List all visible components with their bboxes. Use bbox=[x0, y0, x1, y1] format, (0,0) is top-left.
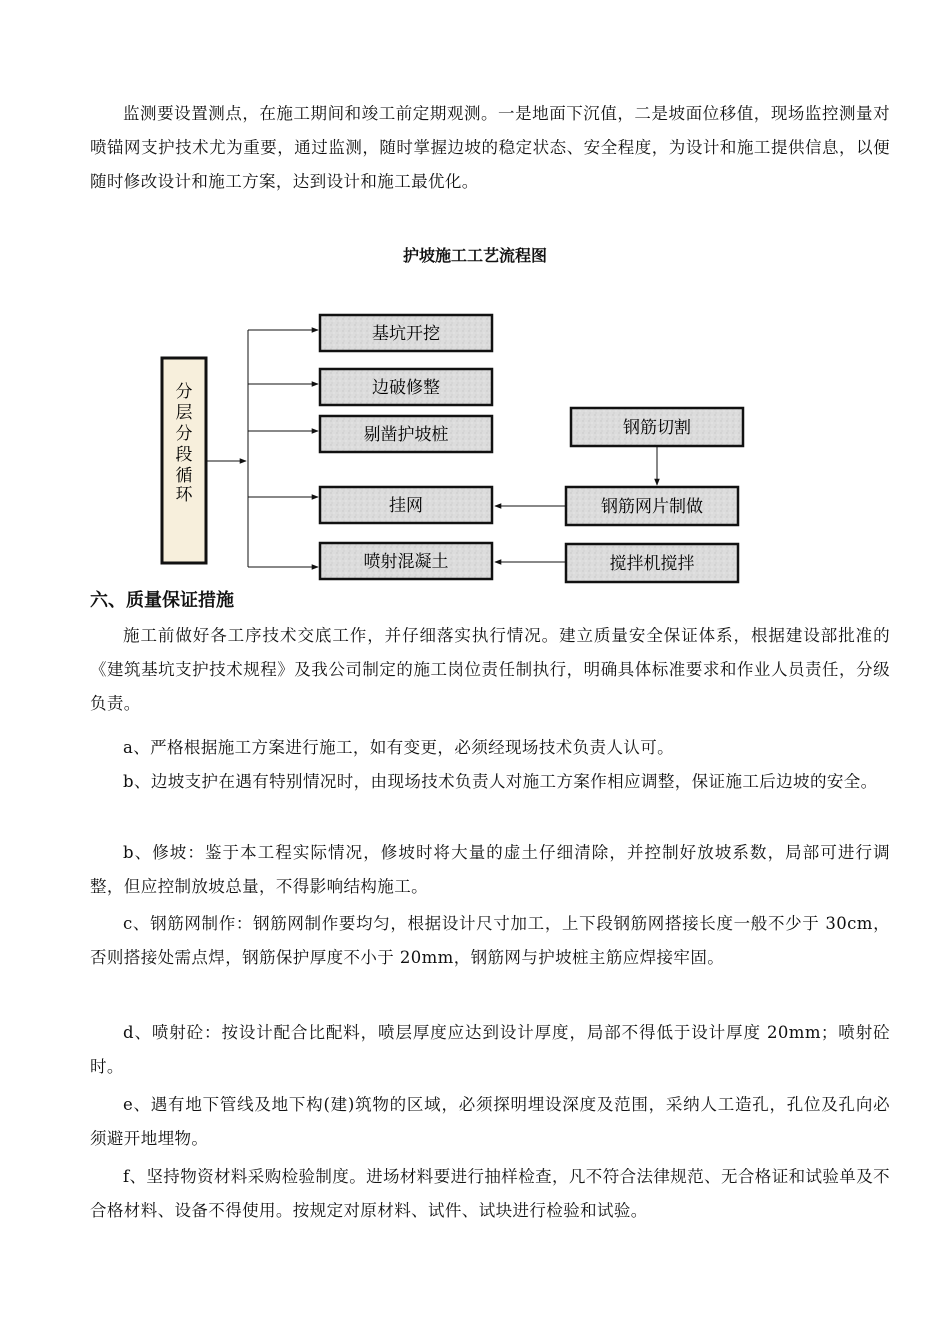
cycle-char-4: 段 bbox=[175, 445, 193, 465]
section-heading: 六、质量保证措施 bbox=[90, 590, 234, 611]
section-paragraph-4: b、修坡：鉴于本工程实际情况，修坡时将大量的虚土仔细清除，并控制好放坡系数，局部可进行调整，但应控制放坡总量，不得影响结构施工。 bbox=[90, 843, 890, 896]
step-label-3: 剔凿护坡桩 bbox=[363, 425, 449, 445]
step-box-4 bbox=[320, 487, 492, 523]
rebar-cutting-label: 钢筋切割 bbox=[623, 418, 691, 438]
cycle-char-5: 循 bbox=[175, 466, 193, 486]
flowchart-title: 护坡施工工艺流程图 bbox=[402, 246, 547, 265]
section-paragraph-2: a、严格根据施工方案进行施工，如有变更，必须经现场技术负责人认可。 bbox=[123, 738, 675, 757]
section-paragraph-6: d、喷射砼：按设计配合比配料，喷层厚度应达到设计厚度，局部不得低于设计厚度 20mm；喷射砼时。 bbox=[90, 1023, 890, 1076]
step-label-2: 边破修整 bbox=[372, 378, 440, 398]
mixer-box bbox=[566, 544, 738, 582]
mixer-label: 搅拌机搅拌 bbox=[609, 554, 695, 574]
cycle-char-3: 分 bbox=[175, 424, 193, 444]
step-box-3 bbox=[320, 416, 492, 452]
step-label-5: 喷射混凝土 bbox=[363, 552, 449, 572]
section-paragraph-7: e、遇有地下管线及地下构(建)筑物的区域，必须探明埋设深度及范围，采纳人工造孔，孔位及孔向必须避开地埋物。 bbox=[90, 1095, 890, 1148]
section-paragraph-1: 施工前做好各工序技术交底工作，并仔细落实执行情况。建立质量安全保证体系，根据建设部批准的《建筑基坑支护技术规程》及我公司制定的施工岗位责任制执行，明确具体标准要求和作业人员责任，分级负责。 bbox=[90, 626, 890, 713]
flowchart bbox=[0, 0, 950, 600]
cycle-char-2: 层 bbox=[175, 403, 193, 423]
step-label-4: 挂网 bbox=[389, 496, 423, 516]
cycle-box bbox=[162, 358, 206, 563]
section-paragraph-5: c、钢筋网制作：钢筋网制作要均匀，根据设计尺寸加工，上下段钢筋网搭接长度一般不少于 30cm，否则搭接处需点焊，钢筋保护厚度不小于 20mm，钢筋网与护坡桩主筋应焊接牢固。 bbox=[90, 914, 890, 967]
step-label-1: 基坑开挖 bbox=[372, 324, 440, 344]
mesh-making-label: 钢筋网片制做 bbox=[601, 497, 703, 517]
intro-paragraph: 监测要设置测点，在施工期间和竣工前定期观测。一是地面下沉值，二是坡面位移值，现场监控测量对喷锚网支护技术尤为重要，通过监测，随时掌握边坡的稳定状态、安全程度，为设计和施工提供信息，以便随时修改设计和施工方案，达到设计和施工最优化。 bbox=[90, 104, 890, 191]
mesh-making-box bbox=[566, 487, 738, 525]
rebar-cutting-box bbox=[571, 408, 743, 446]
cycle-char-1: 分 bbox=[175, 382, 193, 402]
section-paragraph-8: f、坚持物资材料采购检验制度。进场材料要进行抽样检查，凡不符合法律规范、无合格证和试验单及不合格材料、设备不得使用。按规定对原材料、试件、试块进行检验和试验。 bbox=[90, 1167, 891, 1220]
step-box-1 bbox=[320, 315, 492, 351]
cycle-char-6: 环 bbox=[175, 485, 193, 505]
section-paragraph-3: b、边坡支护在遇有特别情况时，由现场技术负责人对施工方案作相应调整，保证施工后边坡的安全。 bbox=[123, 772, 878, 791]
step-box-5 bbox=[320, 543, 492, 579]
step-box-2 bbox=[320, 369, 492, 405]
